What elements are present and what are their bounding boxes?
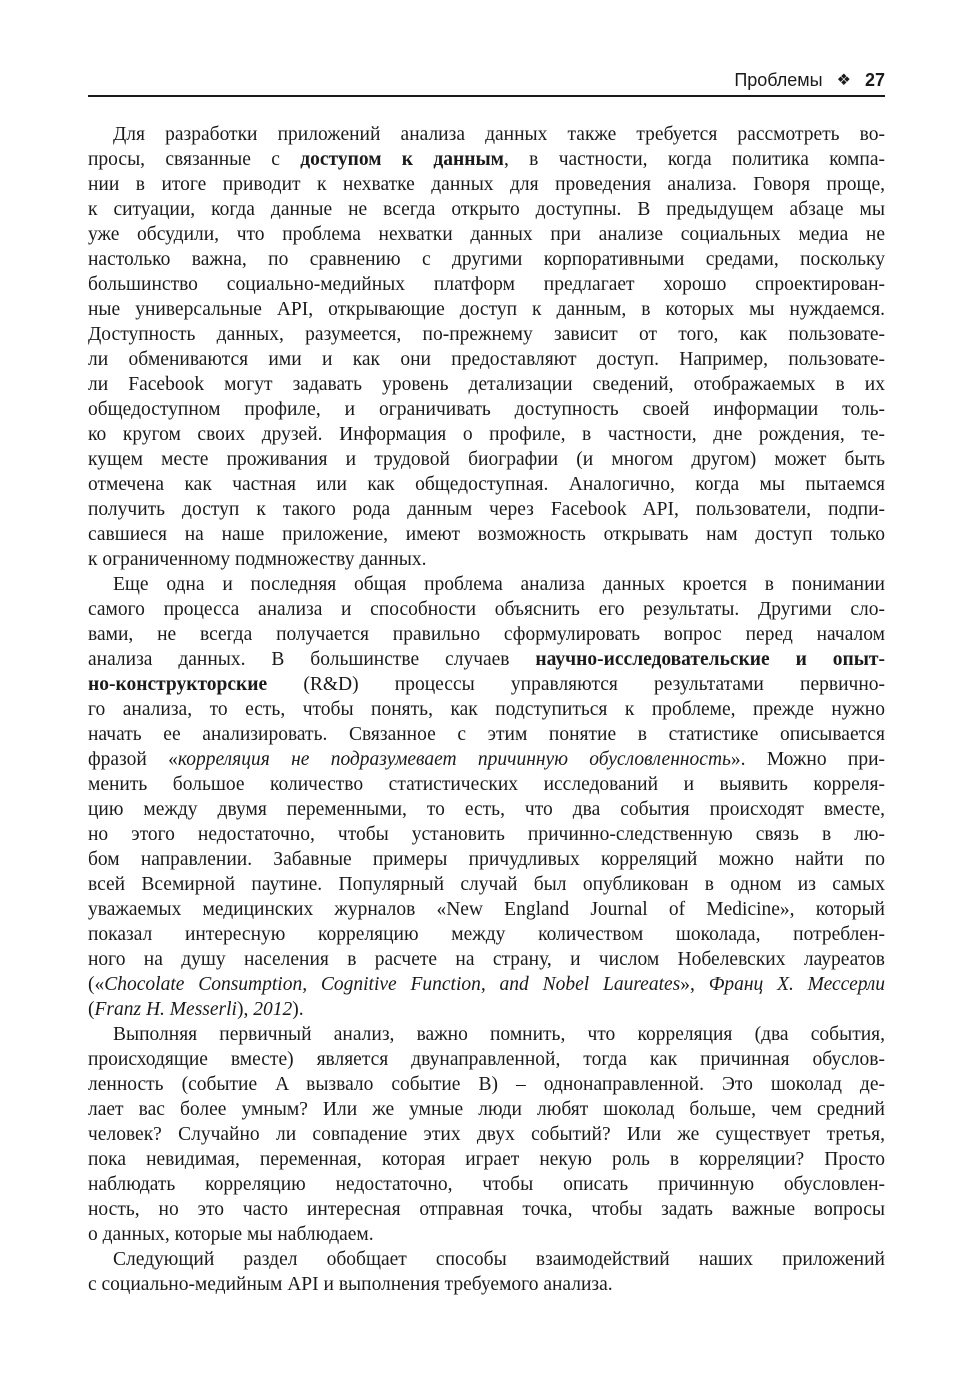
text-segment: уважаемых медицинских журналов «New England Journal of Medicine», который	[88, 899, 885, 920]
text-segment: , в частности, когда политика компа-	[503, 149, 885, 170]
bold-text: научно-исследовательские и опыт-	[535, 649, 886, 670]
italic-text: Chocolate Consumption, Cognitive Function, and Nobel Laureates	[104, 974, 681, 995]
text-line	[88, 697, 885, 722]
text-line	[88, 1047, 885, 1072]
text-line	[88, 572, 885, 597]
text-segment: ные универсальные API, открывающие доступ к данным, в которых мы нуждаемся.	[88, 299, 885, 320]
italic-text: корреляция не подразумевает причинную обусловленность	[177, 749, 731, 770]
text-line	[88, 447, 885, 472]
text-line	[88, 272, 885, 297]
text-segment: ность, но это часто интересная отправная точка, чтобы задать важные вопросы	[88, 1199, 885, 1220]
text-line	[88, 847, 885, 872]
italic-text: 2012	[253, 999, 293, 1020]
text-segment: нии в итоге приводит к нехватке данных для проведения анализа. Говоря проще,	[88, 174, 885, 195]
paragraph	[88, 1022, 885, 1247]
bold-text: но-конструкторские	[88, 674, 268, 695]
text-segment: человек? Случайно ли совпадение этих двух событий? Или же существует третья,	[88, 1124, 885, 1145]
text-line	[88, 397, 885, 422]
paragraph	[88, 122, 885, 572]
text-segment: получить доступ к такого рода данным через Facebook API, пользователи, подпи-	[88, 499, 885, 520]
text-line	[88, 872, 885, 897]
text-line	[88, 297, 885, 322]
text-line	[88, 1122, 885, 1147]
text-segment: ленность (событие A вызвало событие B) – однонаправленной. Это шоколад де-	[88, 1074, 885, 1095]
text-line	[88, 122, 885, 147]
text-line	[88, 172, 885, 197]
text-line	[88, 497, 885, 522]
text-segment: общедоступном профиле, и ограничивать доступность своей информации толь-	[88, 399, 885, 420]
text-segment: с социально-медийным API и выполнения требуемого анализа.	[88, 1274, 613, 1295]
text-segment: самого процесса анализа и способности объяснить его результаты. Другими сло-	[88, 599, 885, 620]
text-line	[88, 547, 885, 572]
text-segment: уже обсудили, что проблема нехватки данных при анализе социальных медиа не	[88, 224, 885, 245]
paragraph	[88, 572, 885, 1022]
text-line	[88, 222, 885, 247]
text-line	[88, 822, 885, 847]
text-segment: ),	[236, 999, 254, 1020]
text-segment: кущем месте проживания и трудовой биографии (и многом другом) может быть	[88, 449, 885, 470]
text-line	[88, 1247, 885, 1272]
text-segment: показал интересную корреляцию между количеством шоколада, потреблен-	[88, 924, 885, 945]
text-segment: отмечена как частная или как общедоступная. Аналогично, когда мы пытаемся	[88, 474, 885, 495]
text-segment: Еще одна и последняя общая проблема анализа данных кроется в понимании	[113, 574, 885, 595]
text-line	[88, 1172, 885, 1197]
text-line	[88, 372, 885, 397]
text-line	[88, 1272, 885, 1297]
text-segment: происходящие вместе) является двунаправленной, тогда как причинная обуслов-	[88, 1049, 885, 1070]
text-line	[88, 1197, 885, 1222]
text-segment: Выполняя первичный анализ, важно помнить, что корреляция (два события,	[113, 1024, 885, 1045]
text-line	[88, 322, 885, 347]
text-line	[88, 922, 885, 947]
text-line	[88, 197, 885, 222]
text-segment: ко кругом своих друзей. Информация о профиле, в частности, дне рождения, те-	[88, 424, 885, 445]
text-segment: но этого недостаточно, чтобы установить причинно-следственную связь в лю-	[88, 824, 885, 845]
ornament-icon: ❖	[836, 72, 851, 89]
text-segment: наблюдать корреляцию недостаточно, чтобы описать причинную обусловлен-	[88, 1174, 885, 1195]
text-segment: вами, не всегда получается правильно сформулировать вопрос перед началом	[88, 624, 885, 645]
text-segment: савшиеся на наше приложение, имеют возможность открывать нам доступ только	[88, 524, 885, 545]
text-segment: просы, связанные с	[88, 149, 301, 170]
text-line	[88, 1022, 885, 1047]
text-line	[88, 622, 885, 647]
text-line	[88, 597, 885, 622]
text-segment: фразой «	[88, 749, 178, 770]
text-segment: Следующий раздел обобщает способы взаимодействий наших приложений	[113, 1249, 885, 1270]
bold-text: доступом к данным	[300, 149, 504, 170]
text-segment: к ограниченному подмножеству данных.	[88, 549, 427, 570]
text-segment: лает вас более умным? Или же умные люди любят шоколад больше, чем средний	[88, 1099, 885, 1120]
text-line	[88, 472, 885, 497]
text-segment: ).	[292, 999, 304, 1020]
text-segment: настолько важна, по сравнению с другими корпоративными средами, поскольку	[88, 249, 885, 270]
text-segment: ». Можно при-	[730, 749, 885, 770]
text-segment: о данных, которые мы наблюдаем.	[88, 1224, 374, 1245]
text-line	[88, 1072, 885, 1097]
text-segment: менить большое количество статистических исследований и выявить корреля-	[88, 774, 885, 795]
text-segment: анализа данных. В большинстве случаев	[88, 649, 536, 670]
text-segment: бом направлении. Забавные примеры причудливых корреляций можно найти по	[88, 849, 885, 870]
text-segment: Для разработки приложений анализа данных также требуется рассмотреть во-	[113, 124, 885, 145]
text-segment: пока невидимая, переменная, которая играет некую роль в корреляции? Просто	[88, 1149, 885, 1170]
text-line	[88, 247, 885, 272]
text-segment: цию между двумя переменными, то есть, что два события происходят вместе,	[88, 799, 885, 820]
paragraph	[88, 1247, 885, 1297]
page-number: 27	[864, 69, 885, 90]
text-line	[88, 672, 885, 697]
text-segment: ли Facebook могут задавать уровень детализации сведений, отображаемых в их	[88, 374, 885, 395]
text-line	[88, 422, 885, 447]
text-line	[88, 747, 885, 772]
text-line	[88, 997, 885, 1022]
text-line	[88, 347, 885, 372]
text-segment: »,	[680, 974, 709, 995]
text-line	[88, 1147, 885, 1172]
text-line	[88, 897, 885, 922]
text-line	[88, 647, 885, 672]
text-segment: к ситуации, когда данные не всегда открыто доступны. В предыдущем абзаце мы	[88, 199, 885, 220]
running-header	[88, 66, 885, 94]
italic-text: Франц Х. Мессерли	[708, 974, 885, 995]
text-line	[88, 147, 885, 172]
text-segment: («	[88, 974, 105, 995]
text-segment: начать ее анализировать. Связанное с этим понятие в статистике описывается	[88, 724, 885, 745]
text-segment: ли обмениваются ими и как они предоставляют доступ. Например, пользовате-	[88, 349, 885, 370]
page-body	[88, 122, 885, 1297]
text-segment: ного на душу населения в расчете на страну, и числом Нобелевских лауреатов	[88, 949, 885, 970]
header-rule	[88, 95, 885, 97]
text-segment: го анализа, то есть, чтобы понять, как подступиться к проблеме, прежде нужно	[88, 699, 885, 720]
italic-text: Franz H. Messerli	[94, 999, 237, 1020]
text-segment: (	[88, 999, 95, 1020]
text-line	[88, 1097, 885, 1122]
text-line	[88, 722, 885, 747]
text-segment: Доступность данных, разумеется, по-прежнему зависит от того, как пользовате-	[88, 324, 885, 345]
text-line	[88, 522, 885, 547]
text-line	[88, 772, 885, 797]
text-line	[88, 947, 885, 972]
text-line	[88, 972, 885, 997]
text-segment: большинство социально-медийных платформ предлагает хорошо спроектирован-	[88, 274, 885, 295]
text-line	[88, 797, 885, 822]
text-line	[88, 1222, 885, 1247]
section-title: Проблемы	[734, 69, 823, 90]
text-segment: (R&D) процессы управляются результатами первично-	[267, 674, 885, 695]
text-segment: всей Всемирной паутине. Популярный случай был опубликован в одном из самых	[88, 874, 885, 895]
